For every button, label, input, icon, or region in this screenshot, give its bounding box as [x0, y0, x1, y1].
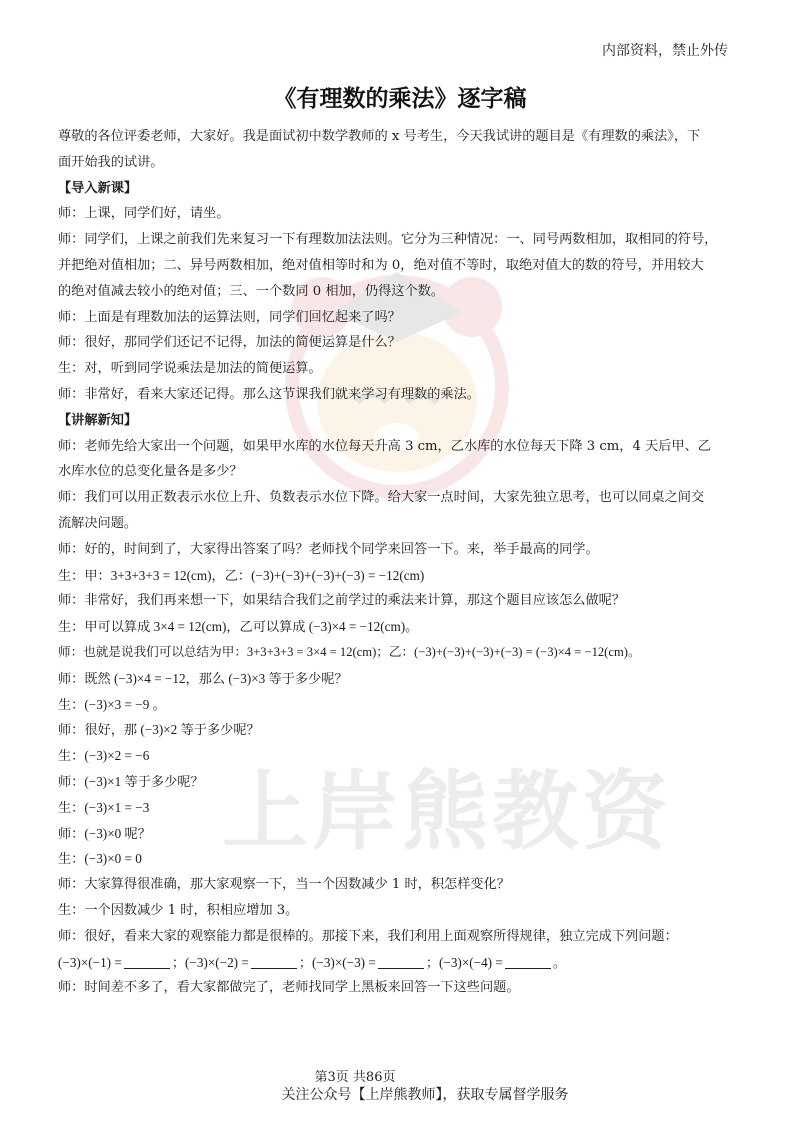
dialogue-line: 生：(−3)×2 = −6 [58, 748, 150, 764]
document-body [58, 124, 748, 1001]
dialogue-line: 师：时间差不多了，看大家都做完了，老师找同学上黑板来回答一下这些问题。 [58, 980, 520, 996]
dialogue-line: 师：(−3)×0 呢？ [58, 825, 151, 841]
dialogue-line: 师：同学们，上课之前我们先来复习一下有理数加法法则。它分为三种情况：一、同号两数相加，取相同的符号， [58, 232, 718, 248]
dialogue-line: 师：非常好，看来大家还记得。那么这节课我们就来学习有理数的乘法。 [58, 386, 480, 402]
dialogue-line: 的绝对值减去较小的绝对值；三、一个数同 0 相加，仍得这个数。 [58, 283, 445, 299]
confidential-note: 内部资料，禁止外传 [602, 43, 728, 59]
footer-promo: 关注公众号【上岸熊教师】，获取专属督学服务 [281, 1087, 569, 1103]
watermark-text: 上岸熊教资 [222, 762, 672, 862]
dialogue-line: 并把绝对值相加；二、异号两数相加，绝对值相等时和为 0，绝对值不等时，取绝对值大的数的符号，并用较大 [58, 257, 704, 273]
dialogue-line: 师：我们可以用正数表示水位上升、负数表示水位下降。给大家一点时间，大家先独立思考，也可以同桌之间交 [58, 490, 705, 506]
page-footer [0, 1070, 800, 1104]
answer-blank [124, 954, 170, 969]
dialogue-line: 生：(−3)×3 = −9 。 [58, 696, 166, 712]
dialogue-line: 生：一个因数减少 1 时，积相应增加 3。 [58, 902, 299, 918]
dialogue-line: 师：上课，同学们好，请坐。 [58, 206, 230, 222]
intro-line: 面开始我的试讲。 [58, 154, 164, 170]
exercise-end: 。 [552, 954, 566, 970]
dialogue-line: 生：甲：3+3+3+3 = 12(cm)，乙：(−3)+(−3)+(−3)+(−3) = −12(cm) [58, 567, 425, 583]
exercise-3: ；(−3)×(−3) = [298, 954, 376, 970]
page-number: 第3页 共86页 [314, 1070, 396, 1085]
dialogue-line: 水库水位的总变化量各是多少？ [58, 464, 243, 480]
dialogue-line: 师：非常好，我们再来想一下，如果结合我们之前学过的乘法来计算，那这个题目应该怎么做呢？ [58, 593, 626, 609]
dialogue-line: 师：既然 (−3)×4 = −12，那么 (−3)×3 等于多少呢？ [58, 670, 348, 686]
section-heading-intro: 【导入新课】 [58, 180, 138, 196]
dialogue-line: 师：老师先给大家出一个问题，如果甲水库的水位每天升高 3 cm，乙水库的水位每天下降 3 cm，4 天后甲、乙 [58, 438, 711, 454]
exercise-4: ；(−3)×(−4) = [425, 954, 503, 970]
intro-line: 尊敬的各位评委老师，大家好。我是面试初中数学教师的 x 号考生，今天我试讲的题目是《有理数的乘法》，下 [58, 129, 701, 144]
section-heading-new-knowledge: 【讲解新知】 [58, 412, 138, 428]
dialogue-line: 师：上面是有理数加法的运算法则，同学们回忆起来了吗？ [58, 309, 401, 325]
exercise-line [58, 950, 748, 976]
page-title: 《有理数的乘法》逐字稿 [273, 86, 527, 112]
dialogue-line: 师：(−3)×1 等于多少呢？ [58, 773, 204, 789]
dialogue-line: 生：对，听到同学说乘法是加法的简便运算。 [58, 361, 322, 377]
answer-blank [378, 954, 424, 969]
exercise-1: (−3)×(−1) = [58, 954, 122, 970]
dialogue-line: 师：也就是说我们可以总结为甲：3+3+3+3 = 3×4 = 12(cm)；乙：(−3)+(−3)+(−3)+(−3) = (−3)×4 = −12(cm)。 [58, 644, 641, 659]
dialogue-line: 生：甲可以算成 3×4 = 12(cm)，乙可以算成 (−3)×4 = −12(cm)。 [58, 619, 419, 635]
dialogue-line: 生：(−3)×0 = 0 [58, 851, 142, 867]
dialogue-line: 师：很好，那同学们还记不记得，加法的简便运算是什么？ [58, 335, 401, 351]
dialogue-line: 师：大家算得很准确，那大家观察一下，当一个因数减少 1 时，积怎样变化？ [58, 877, 510, 893]
dialogue-line: 流解决问题。 [58, 515, 138, 531]
answer-blank [251, 954, 297, 969]
exercise-2: ；(−3)×(−2) = [171, 954, 249, 970]
dialogue-line: 师：很好，那 (−3)×2 等于多少呢？ [58, 722, 260, 738]
dialogue-line: 师：很好，看来大家的观察能力都是很棒的。那接下来，我们利用上面观察所得规律，独立完成下列问题： [58, 928, 678, 944]
dialogue-line: 师：好的，时间到了，大家得出答案了吗？老师找个同学来回答一下。来，举手最高的同学。 [58, 541, 599, 557]
answer-blank [505, 954, 551, 969]
dialogue-line: 生：(−3)×1 = −3 [58, 799, 150, 815]
